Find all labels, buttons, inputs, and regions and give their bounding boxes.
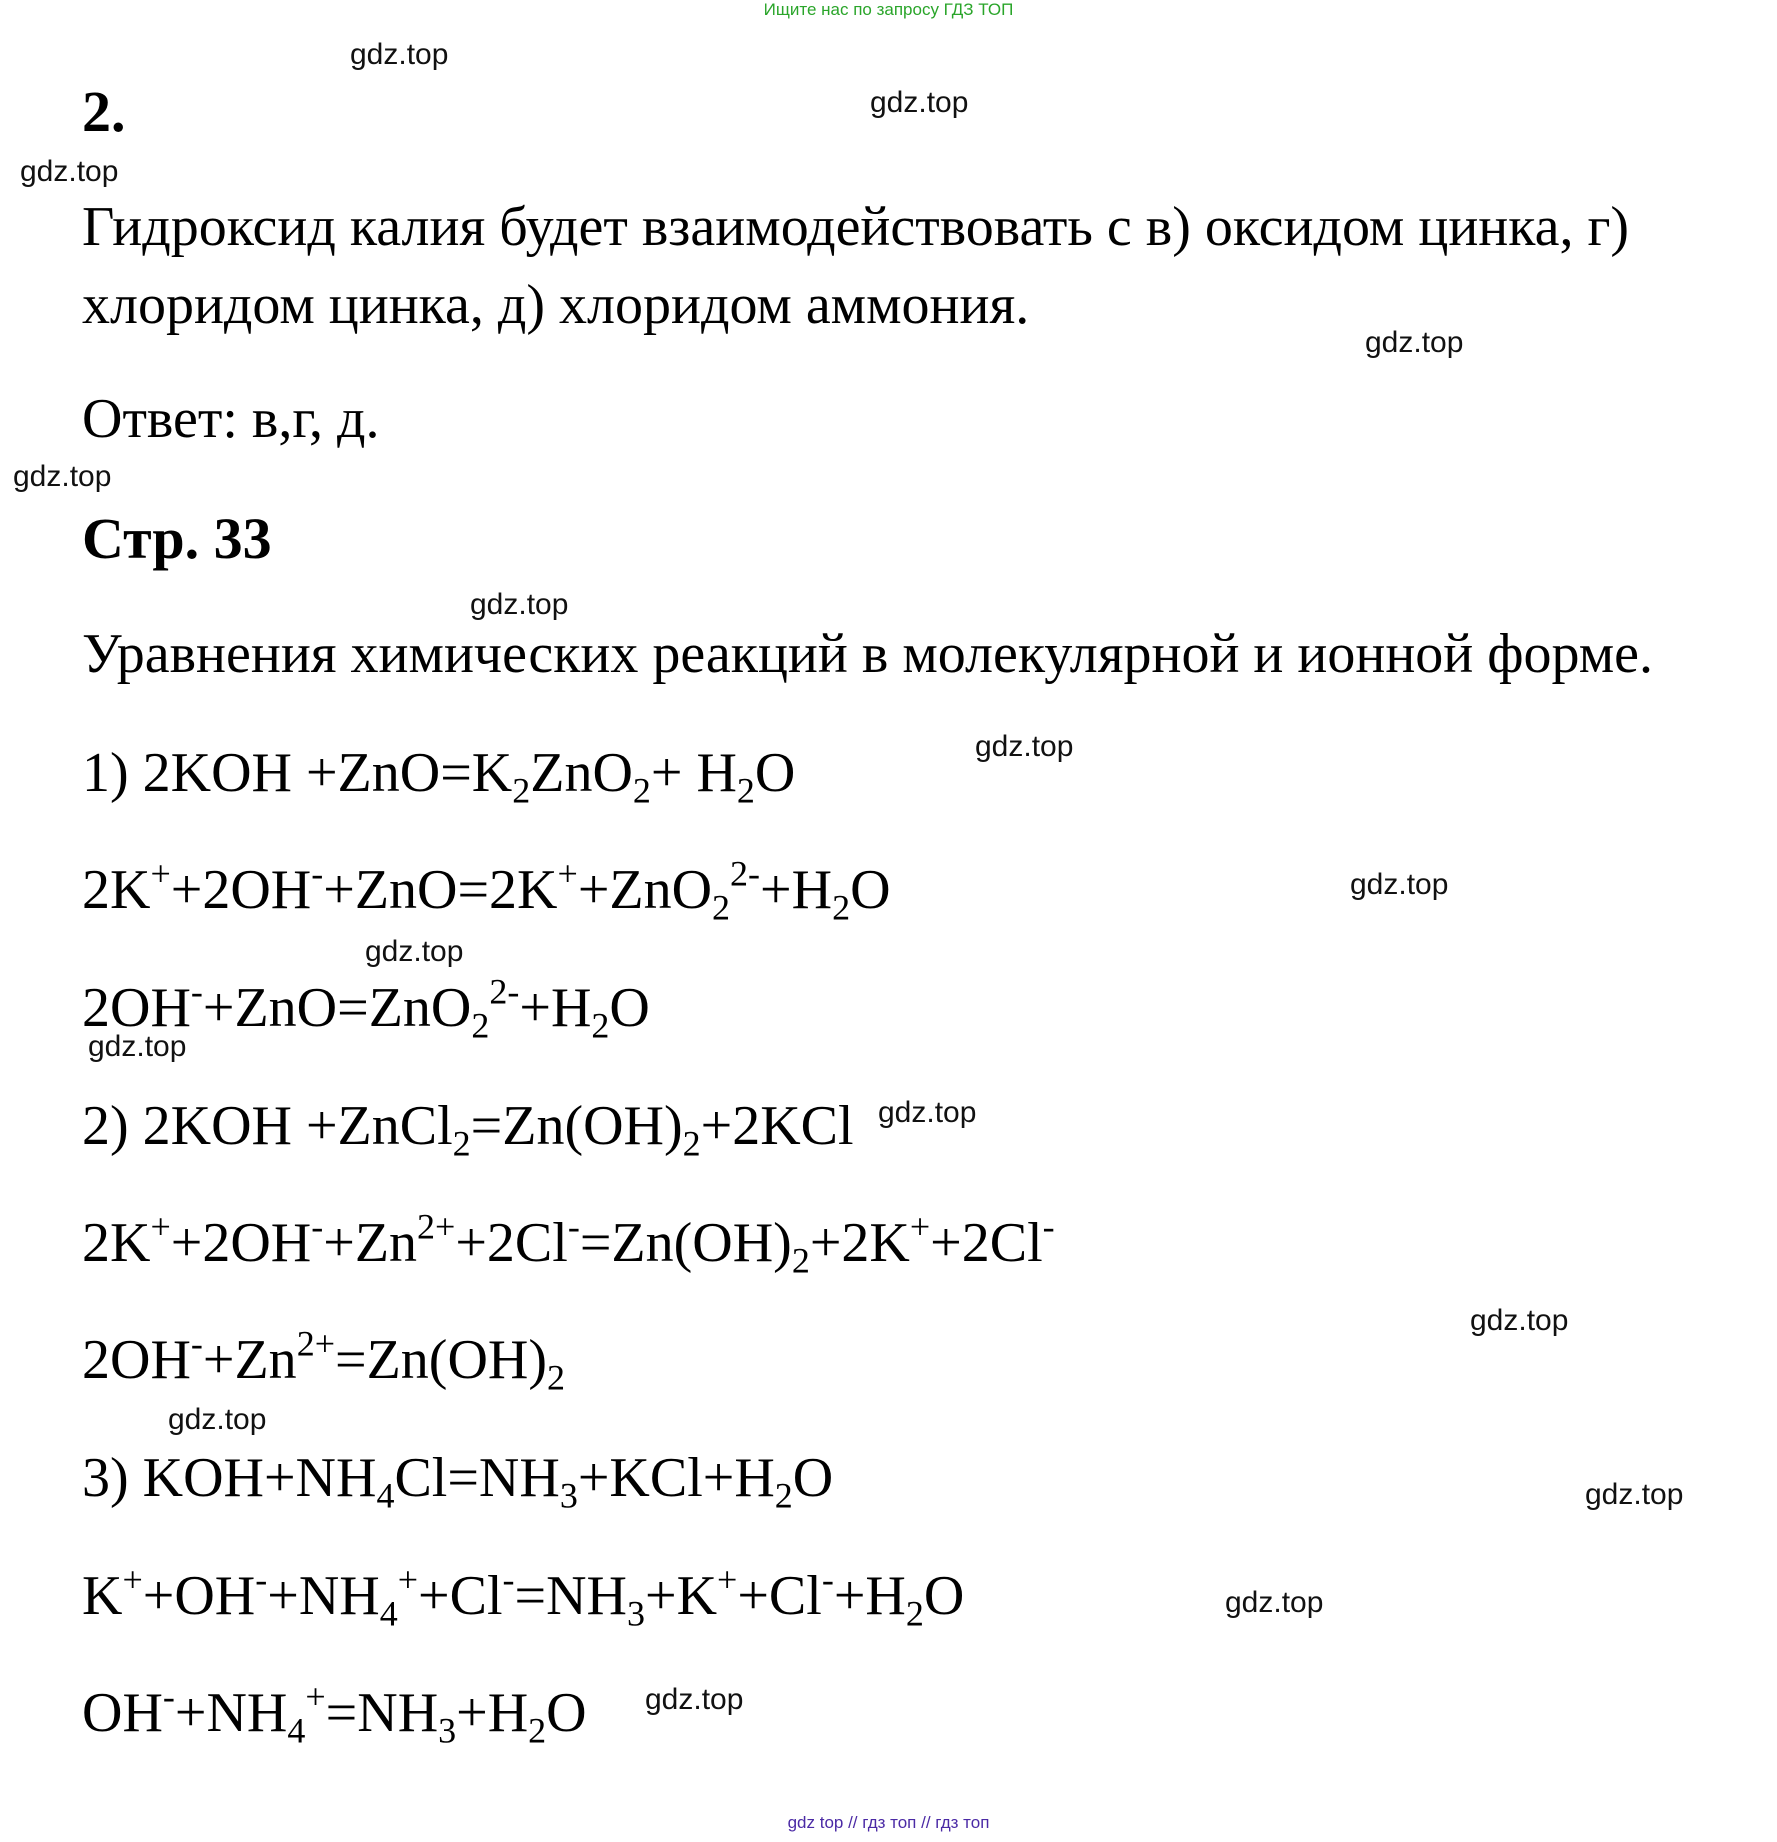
formula-text: =Zn(OH) [470, 1095, 683, 1157]
charge-superscript: + [909, 1206, 931, 1247]
subscript: 2 [528, 1710, 547, 1751]
formula-text: +H [519, 977, 592, 1039]
equation-1-molecular [82, 742, 796, 811]
equation-1-short-ionic [82, 971, 650, 1046]
formula-text: 1) 2KOH +ZnO=K [82, 742, 513, 804]
watermark: gdz.top [365, 935, 464, 968]
formula-text: O [792, 1447, 834, 1509]
watermark: gdz.top [1350, 868, 1449, 901]
formula-text: +2OH [170, 1212, 312, 1274]
task-paragraph [82, 188, 1629, 344]
charge-superscript: 2- [489, 971, 520, 1012]
formula-text: +2K [809, 1212, 910, 1274]
formula-text: +KCl+H [577, 1447, 775, 1509]
charge-superscript: 2+ [417, 1206, 456, 1247]
watermark: gdz.top [645, 1683, 744, 1716]
watermark: gdz.top [470, 588, 569, 621]
paragraph-line: Гидроксид калия будет взаимодействовать с в) оксидом цинка, г) [82, 196, 1630, 258]
charge-superscript: + [717, 1559, 738, 1600]
charge-superscript: + [150, 1206, 171, 1247]
charge-superscript: - [821, 1559, 834, 1600]
watermark: gdz.top [13, 460, 112, 493]
formula-text: +OH [142, 1565, 256, 1627]
bottom-footer: gdz top // гдз топ // гдз топ [787, 1813, 990, 1832]
subscript: 4 [287, 1710, 306, 1751]
formula-text: +Cl [737, 1565, 822, 1627]
charge-superscript: + [122, 1559, 143, 1600]
equation-2-short-ionic [82, 1323, 565, 1398]
formula-text: O [850, 859, 891, 921]
watermark: gdz.top [1225, 1586, 1324, 1619]
formula-text: O [923, 1565, 965, 1627]
formula-text: +ZnO=ZnO [202, 977, 472, 1039]
subscript: 4 [376, 1475, 395, 1516]
subscript: 2 [736, 770, 755, 811]
watermark: gdz.top [975, 730, 1074, 763]
charge-superscript: - [190, 1323, 203, 1364]
formula-text: +H [456, 1682, 529, 1744]
formula-text: +K [644, 1565, 718, 1627]
formula-text: 3) KOH+NH [82, 1447, 377, 1509]
watermark: gdz.top [350, 38, 449, 71]
page-heading: Стр. 33 [82, 506, 272, 571]
formula-text: 2OH [82, 977, 191, 1039]
subscript: 2 [591, 1005, 610, 1046]
subscript: 2 [452, 1123, 471, 1164]
subscript: 2 [832, 887, 851, 928]
formula-text: 2K [82, 1212, 151, 1274]
subscript: 2 [546, 1357, 565, 1398]
formula-text: =Zn(OH) [579, 1212, 792, 1274]
watermark: gdz.top [168, 1403, 267, 1436]
charge-superscript: - [162, 1676, 175, 1717]
charge-superscript: - [311, 853, 324, 894]
charge-superscript: - [567, 1206, 580, 1247]
answer-line: Ответ: в,г, д. [82, 388, 380, 450]
formula-text: +H [833, 1565, 906, 1627]
formula-text: =NH [325, 1682, 439, 1744]
formula-text: +H [760, 859, 833, 921]
subscript: 2 [632, 770, 651, 811]
formula-text: ZnO [530, 742, 633, 804]
formula-text: O [546, 1682, 587, 1744]
formula-text: 2OH [82, 1329, 191, 1391]
watermark: gdz.top [878, 1096, 977, 1129]
equation-3-molecular [82, 1447, 834, 1516]
equations-intro: Уравнения химических реакций в молекулярной и ионной форме. [82, 623, 1653, 685]
formula-text: OH [82, 1682, 163, 1744]
charge-superscript: - [190, 971, 203, 1012]
formula-text: =NH [514, 1565, 627, 1627]
subscript: 2 [682, 1123, 701, 1164]
charge-superscript: - [502, 1559, 515, 1600]
formula-text: Cl=NH [394, 1447, 560, 1509]
formula-text: 2K [82, 859, 151, 921]
task-number: 2. [82, 79, 126, 144]
charge-superscript: + [305, 1676, 326, 1717]
equation-1-full-ionic [82, 853, 891, 928]
formula-text: +Cl [418, 1565, 503, 1627]
watermark: gdz.top [870, 86, 969, 119]
formula-text: +NH [174, 1682, 288, 1744]
charge-superscript: + [150, 853, 171, 894]
equation-2-full-ionic [82, 1206, 1055, 1281]
watermark: gdz.top [20, 155, 119, 188]
watermark: gdz.top [1470, 1304, 1569, 1337]
formula-text: +NH [267, 1565, 380, 1627]
formula-text: +2Cl [455, 1212, 568, 1274]
charge-superscript: - [255, 1559, 268, 1600]
subscript: 2 [712, 887, 731, 928]
watermark: gdz.top [1365, 326, 1464, 359]
formula-text: +ZnO=2K [323, 859, 558, 921]
charge-superscript: + [557, 853, 578, 894]
paragraph-line: хлоридом цинка, д) хлоридом аммония. [82, 274, 1030, 336]
subscript: 2 [774, 1475, 793, 1516]
subscript: 3 [438, 1710, 457, 1751]
formula-text: O [754, 742, 796, 804]
equation-2-molecular [82, 1095, 854, 1164]
formula-text: 2) 2KOH +ZnCl [82, 1095, 453, 1157]
formula-text: O [609, 977, 650, 1039]
subscript: 2 [791, 1240, 810, 1281]
watermark: gdz.top [1585, 1478, 1684, 1511]
charge-superscript: - [1042, 1206, 1055, 1247]
charge-superscript: 2- [730, 853, 761, 894]
subscript: 2 [512, 770, 531, 811]
formula-text: +Zn [202, 1329, 297, 1391]
subscript: 2 [471, 1005, 490, 1046]
formula-text: +2OH [170, 859, 312, 921]
formula-text: + H [650, 742, 737, 804]
charge-superscript: - [311, 1206, 324, 1247]
equation-3-full-ionic [82, 1559, 965, 1634]
formula-text: +2KCl [700, 1095, 854, 1157]
watermark: gdz.top [88, 1030, 187, 1063]
charge-superscript: 2+ [296, 1323, 335, 1364]
formula-text: +2Cl [930, 1212, 1043, 1274]
subscript: 4 [379, 1593, 398, 1634]
formula-text: K [82, 1565, 123, 1627]
formula-text: =Zn(OH) [335, 1329, 547, 1391]
top-banner: Ищите нас по запросу ГДЗ ТОП [763, 0, 1014, 19]
formula-text: +ZnO [577, 859, 713, 921]
charge-superscript: + [397, 1559, 419, 1600]
subscript: 3 [626, 1593, 645, 1634]
subscript: 2 [905, 1593, 924, 1634]
subscript: 3 [559, 1475, 578, 1516]
formula-text: +Zn [323, 1212, 418, 1274]
equation-3-short-ionic [82, 1676, 587, 1751]
